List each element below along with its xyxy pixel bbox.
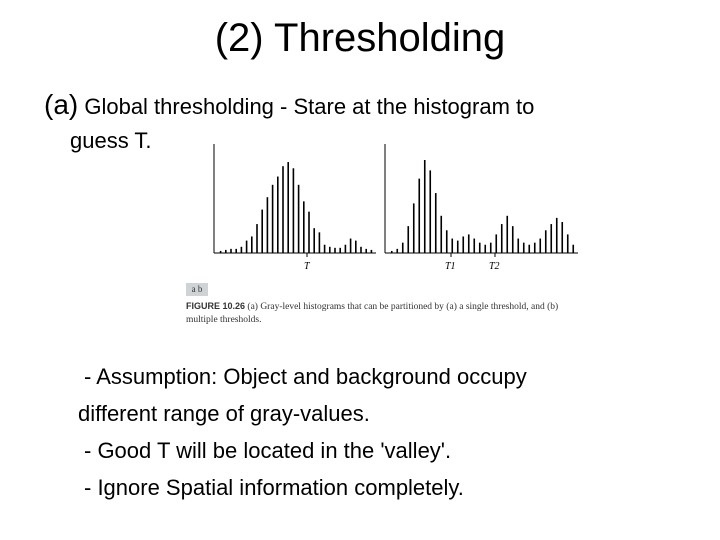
hist-a-threshold-label: T — [304, 261, 310, 272]
hist-a-bars — [221, 162, 372, 253]
figure-caption — [186, 300, 586, 327]
subheading-label: (a) — [44, 89, 79, 120]
figure-panel-tag: a b — [186, 283, 208, 296]
subheading-text: Global thresholding - Stare at the histogram to — [78, 94, 535, 119]
figure-caption-text: (a) Gray-level histograms that can be partitioned by (a) a single threshold, and (b) multiple thresholds. — [186, 302, 559, 325]
hist-b-threshold1-label: T1 — [445, 261, 456, 272]
subheading-global-thresholding — [44, 90, 534, 122]
note-spatial: - Ignore Spatial information completely. — [84, 475, 464, 500]
slide-title: (2) Thresholding — [214, 16, 506, 60]
note-assumption-cont: different range of gray-values. — [78, 401, 370, 426]
note-valley: - Good T will be located in the 'valley'. — [84, 438, 452, 463]
hist-b-bars — [392, 160, 574, 253]
histogram-figure — [180, 140, 590, 335]
figure-caption-label: FIGURE 10.26 — [186, 301, 246, 311]
hist-b-threshold2-label: T2 — [489, 261, 500, 272]
subheading-text-line2: guess T. — [70, 128, 152, 153]
note-assumption: - Assumption: Object and background occupy — [84, 364, 527, 389]
